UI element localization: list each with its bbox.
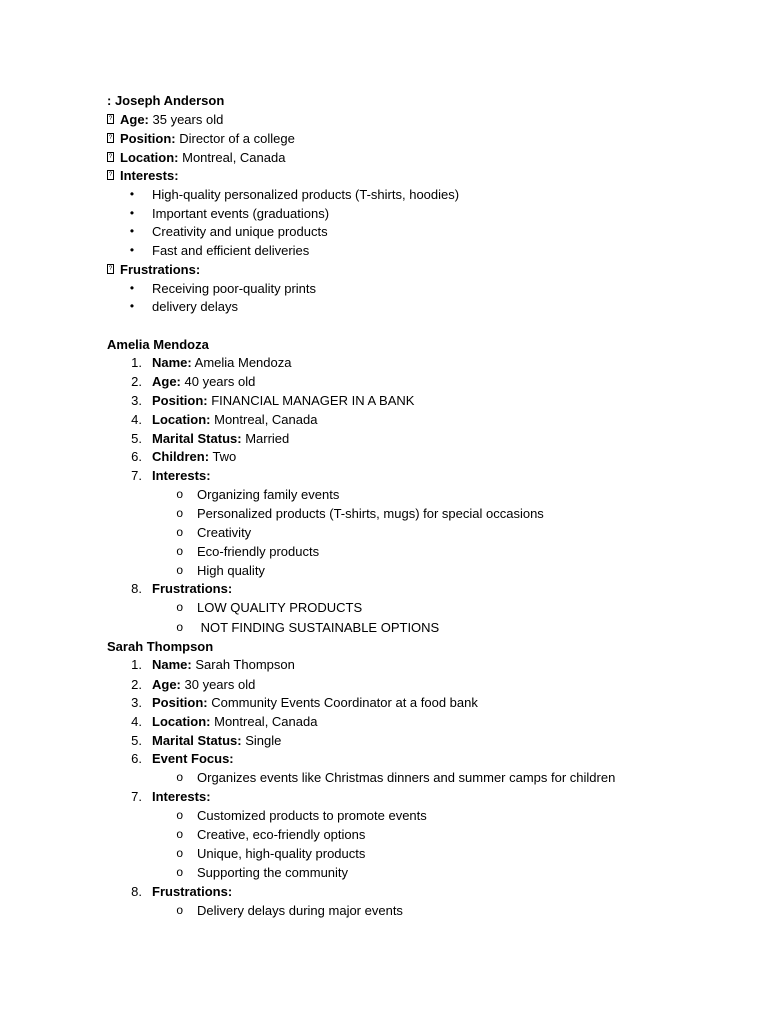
field-value: Single (241, 733, 282, 748)
list-item-text: Creative, eco-friendly options (197, 827, 366, 842)
field-label: Name: (152, 355, 192, 370)
field-value: Community Events Coordinator at a food bank (207, 695, 478, 710)
list-number: 4. (131, 412, 142, 427)
circle-bullet-icon: o (176, 846, 183, 860)
list-number: 5. (131, 733, 142, 748)
list-item-text: Organizing family events (197, 487, 340, 502)
field-value: Director of a college (175, 131, 295, 146)
list-number: 1. (131, 657, 142, 672)
list-number: 6. (131, 449, 142, 464)
list-number: 6. (131, 751, 142, 766)
field-label: Interests: (152, 789, 211, 804)
field-label: Frustrations: (152, 581, 233, 596)
list-number: 2. (131, 677, 142, 692)
bullet-icon: • (129, 224, 135, 238)
field-line (152, 731, 281, 750)
list-item-text: Receiving poor-quality prints (152, 281, 317, 296)
bullet-icon: • (129, 281, 135, 295)
field-label: Location: (152, 714, 211, 729)
circle-bullet-icon: o (176, 544, 183, 558)
field-line (152, 712, 317, 731)
field-label: Position: (152, 695, 208, 710)
list-item-text: Creativity and unique products (152, 224, 328, 239)
list-item-text: Organizes events like Christmas dinners and summer camps for children (197, 770, 616, 785)
list-item-text: delivery delays (152, 299, 238, 314)
circle-bullet-icon: o (176, 808, 183, 822)
circle-bullet-icon: o (176, 563, 183, 577)
circle-bullet-icon: o (176, 600, 183, 614)
field-value: 30 years old (180, 677, 256, 692)
persona-name: : Joseph Anderson (107, 93, 225, 108)
bullet-icon: • (129, 299, 135, 313)
field-value: FINANCIAL MANAGER IN A BANK (207, 393, 415, 408)
field-label: Age: (152, 374, 181, 389)
field-value: Montreal, Canada (210, 412, 318, 427)
field-line (120, 148, 285, 167)
field-label: Position: (152, 393, 208, 408)
list-item-text: LOW QUALITY PRODUCTS (197, 600, 363, 615)
field-label: Frustrations: (120, 262, 201, 277)
field-line (152, 655, 295, 674)
missing-glyph-icon: ? (108, 116, 113, 122)
list-number: 1. (131, 355, 142, 370)
bullet-icon: • (129, 243, 135, 257)
persona-name: Sarah Thompson (107, 639, 214, 654)
missing-glyph-icon: ? (108, 172, 113, 178)
circle-bullet-icon: o (176, 506, 183, 520)
list-item-text: Important events (graduations) (152, 206, 330, 221)
list-number: 4. (131, 714, 142, 729)
circle-bullet-icon: o (176, 770, 183, 784)
field-value: Amelia Mendoza (191, 355, 292, 370)
list-item-text: Eco-friendly products (197, 544, 320, 559)
field-label: Frustrations: (152, 884, 233, 899)
field-line (152, 410, 317, 429)
list-item-text: Supporting the community (197, 865, 349, 880)
list-number: 2. (131, 374, 142, 389)
list-item-text: Unique, high-quality products (197, 846, 366, 861)
list-number: 8. (131, 581, 142, 596)
list-item-text: Creativity (197, 525, 252, 540)
field-label: Interests: (152, 468, 211, 483)
bullet-icon: • (129, 206, 135, 220)
field-label: Name: (152, 657, 192, 672)
list-item-text: Personalized products (T-shirts, mugs) for special occasions (197, 506, 544, 521)
field-label: Children: (152, 449, 210, 464)
field-label: Event Focus: (152, 751, 234, 766)
field-value: Montreal, Canada (210, 714, 318, 729)
missing-glyph-icon: ? (108, 266, 113, 272)
field-line (152, 693, 478, 712)
circle-bullet-icon: o (176, 525, 183, 539)
field-label: Marital Status: (152, 431, 242, 446)
field-line (152, 447, 236, 466)
field-line (152, 675, 255, 694)
circle-bullet-icon: o (176, 865, 183, 879)
field-value: Married (241, 431, 290, 446)
list-number: 3. (131, 393, 142, 408)
field-label: Location: (152, 412, 211, 427)
field-value: Sarah Thompson (191, 657, 295, 672)
list-number: 8. (131, 884, 142, 899)
field-value: 35 years old (148, 112, 224, 127)
list-item-text: NOT FINDING SUSTAINABLE OPTIONS (197, 620, 440, 635)
circle-bullet-icon: o (176, 903, 183, 917)
list-item-text: Fast and efficient deliveries (152, 243, 310, 258)
list-number: 5. (131, 431, 142, 446)
field-value: Montreal, Canada (178, 150, 286, 165)
missing-glyph-icon: ? (108, 154, 113, 160)
persona-name: Amelia Mendoza (107, 337, 209, 352)
list-number: 7. (131, 468, 142, 483)
field-line (120, 129, 295, 148)
field-label: Marital Status: (152, 733, 242, 748)
bullet-icon: • (129, 187, 135, 201)
list-number: 7. (131, 789, 142, 804)
list-item-text: Delivery delays during major events (197, 903, 403, 918)
field-label: Position: (120, 131, 176, 146)
field-line (152, 391, 414, 410)
list-item-text: Customized products to promote events (197, 808, 427, 823)
field-value: 40 years old (180, 374, 256, 389)
circle-bullet-icon: o (176, 487, 183, 501)
list-number: 3. (131, 695, 142, 710)
field-value: Two (209, 449, 237, 464)
field-line (152, 429, 289, 448)
circle-bullet-icon: o (176, 827, 183, 841)
field-label: Age: (120, 112, 149, 127)
field-label: Location: (120, 150, 179, 165)
field-line (152, 372, 255, 391)
list-item-text: High quality (197, 563, 265, 578)
field-label: Age: (152, 677, 181, 692)
missing-glyph-icon: ? (108, 135, 113, 141)
field-line (120, 110, 223, 129)
field-line (152, 353, 291, 372)
list-item-text: High-quality personalized products (T-shirts, hoodies) (152, 187, 460, 202)
circle-bullet-icon: o (176, 620, 183, 634)
field-label: Interests: (120, 168, 179, 183)
